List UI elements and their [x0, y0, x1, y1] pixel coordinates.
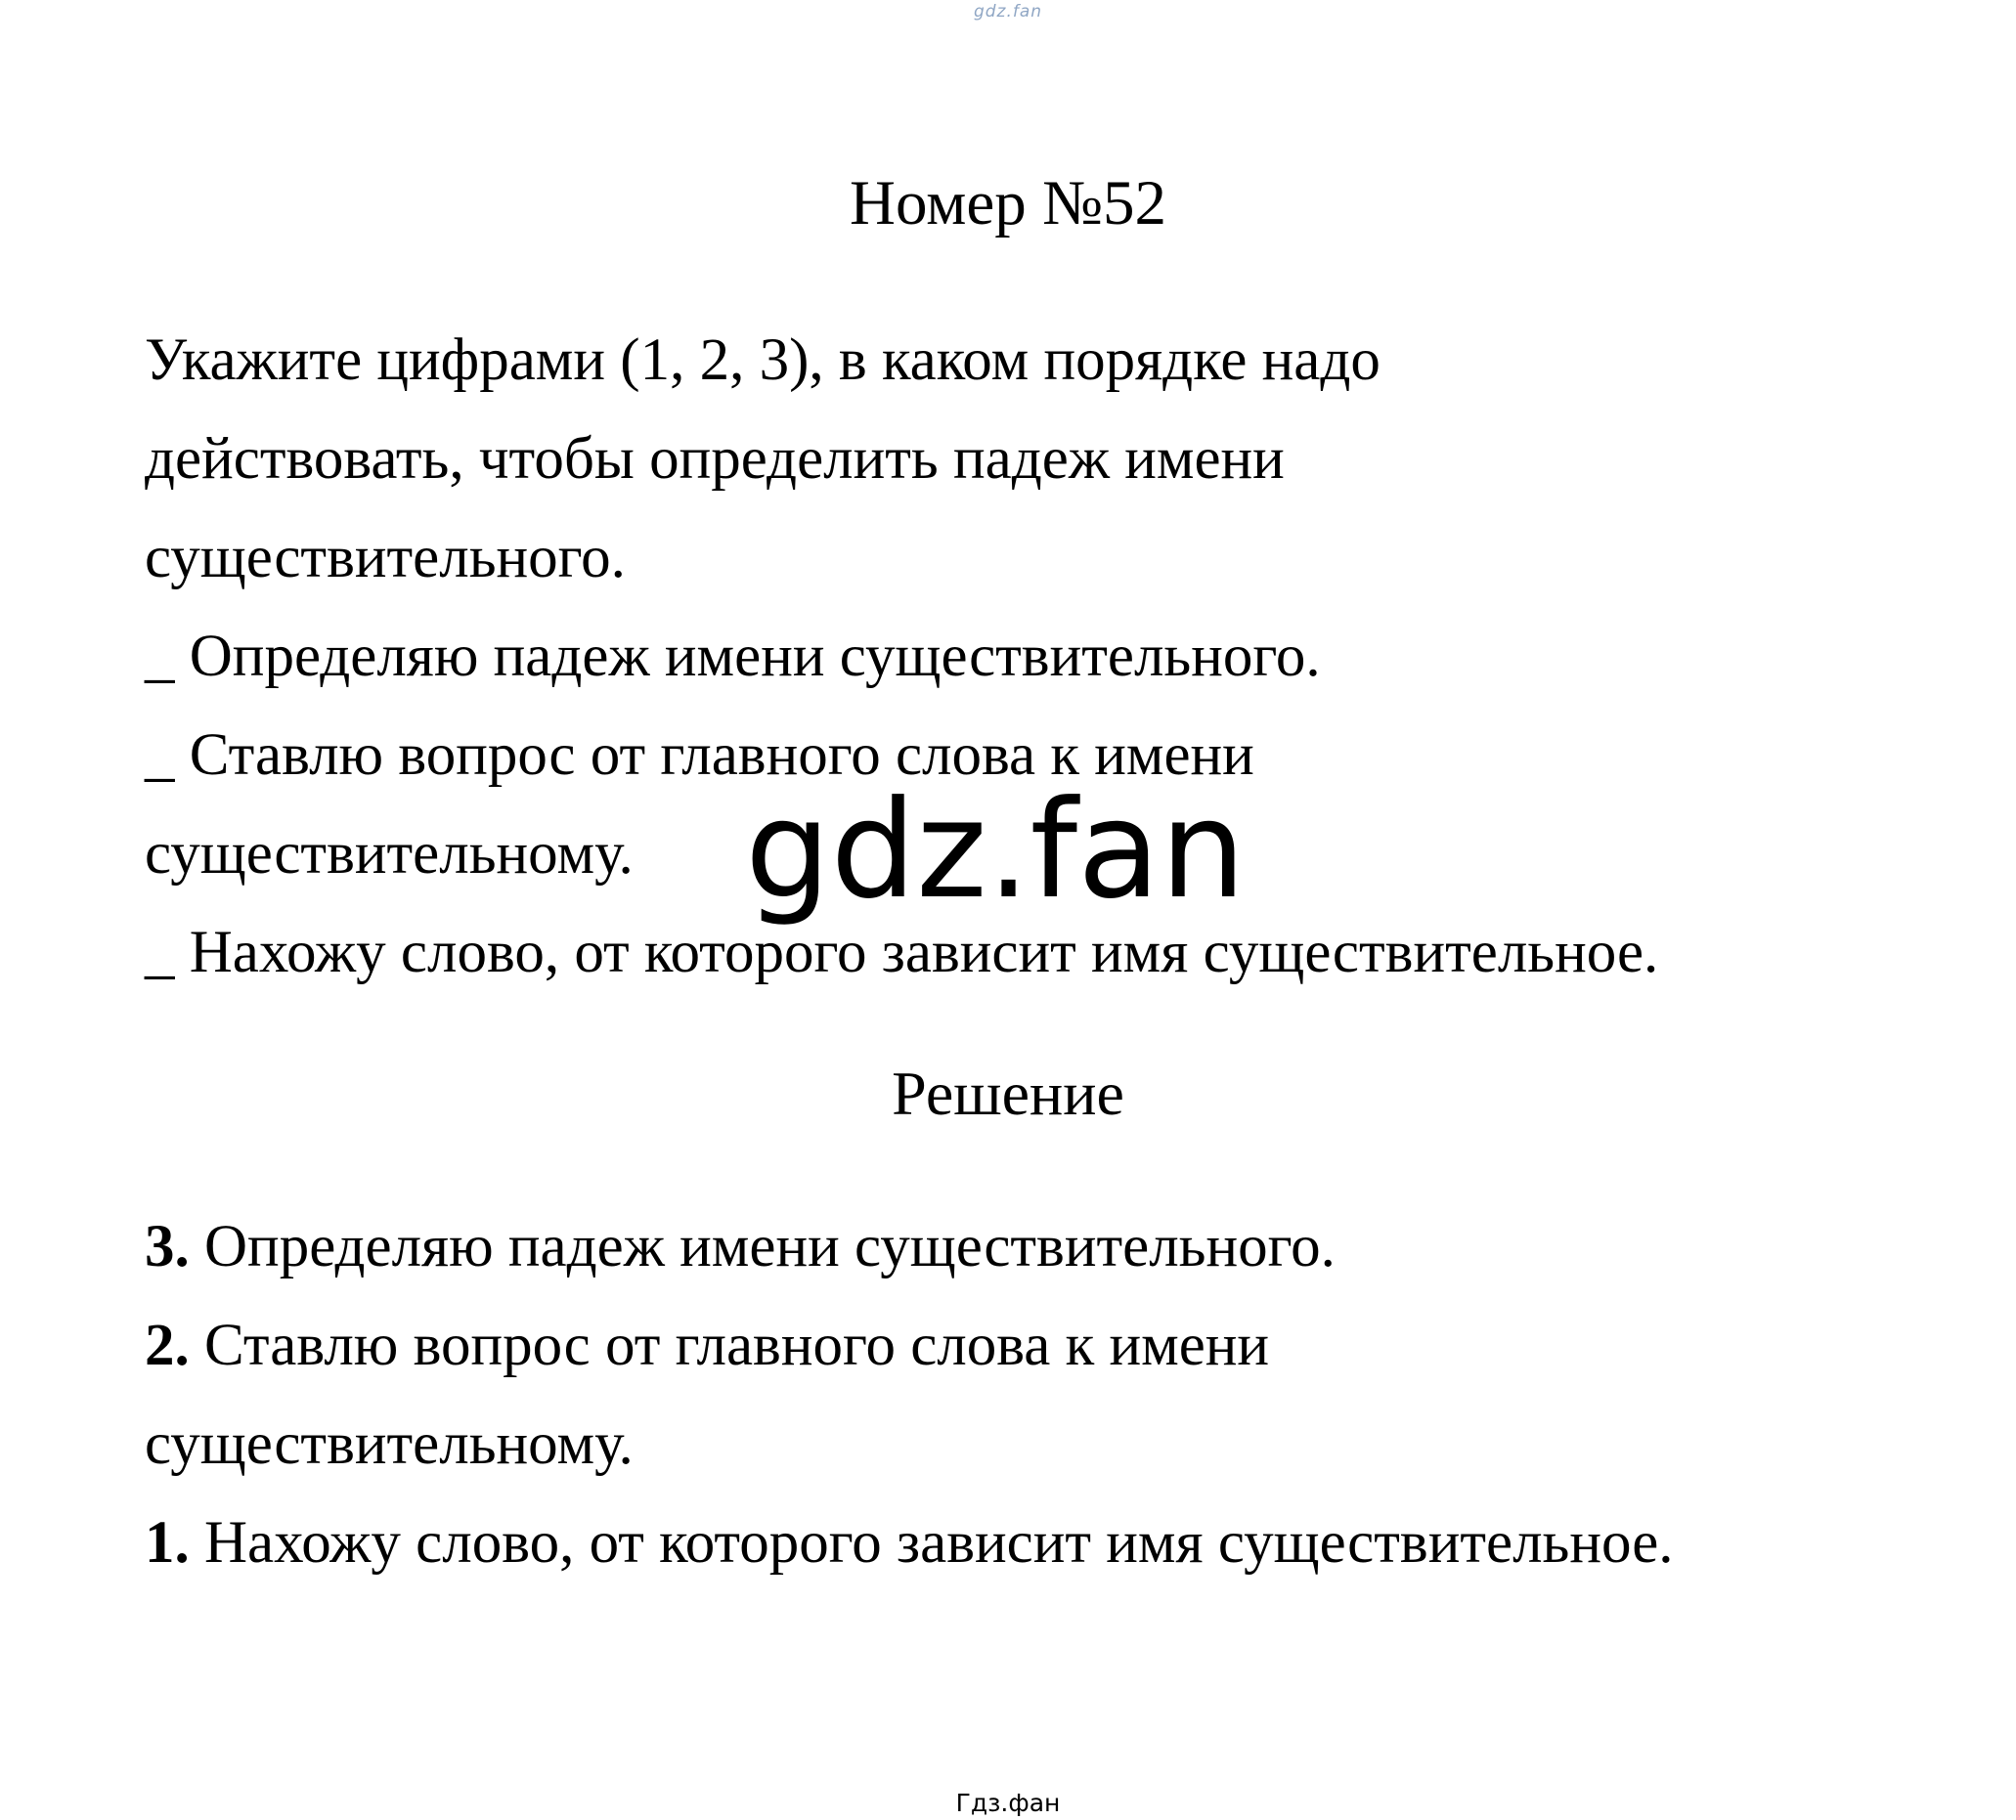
task-option: _ Нахожу слово, от которого зависит имя существительное. — [145, 920, 1659, 985]
watermark: gdz.fan — [745, 771, 1247, 929]
answer-text: Ставлю вопрос от главного слова к имени — [189, 1313, 1270, 1378]
answer-item-continuation — [145, 1395, 1983, 1494]
solution-heading: Решение — [892, 1059, 1124, 1128]
answer-text: существительному. — [145, 1411, 634, 1477]
answer-item — [145, 1197, 1983, 1296]
task-line: существительного. — [145, 525, 626, 590]
answer-number: 3. — [145, 1214, 190, 1279]
page-title: Номер №52 — [850, 168, 1166, 238]
site-mark-top: gdz.fan — [973, 2, 1043, 22]
answer-text: Нахожу слово, от которого зависит имя существительное. — [189, 1510, 1674, 1576]
task-option: _ Ставлю вопрос от главного слова к имени — [145, 722, 1254, 788]
task-option: _ Определяю падеж имени существительного. — [145, 624, 1321, 689]
answer-item — [145, 1494, 1983, 1592]
task-line: действовать, чтобы определить падеж имени — [145, 426, 1285, 492]
answer-item — [145, 1296, 1983, 1395]
answer-number: 1. — [145, 1510, 190, 1576]
site-mark-footer: Гдз.фан — [955, 1789, 1061, 1817]
task-option-continuation: существительному. — [145, 821, 634, 887]
task-line: Укажите цифрами (1, 2, 3), в каком порядке надо — [145, 327, 1381, 393]
answer-number: 2. — [145, 1313, 190, 1378]
solution-answer — [145, 1197, 1983, 1592]
answer-text: Определяю падеж имени существительного. — [189, 1214, 1336, 1279]
